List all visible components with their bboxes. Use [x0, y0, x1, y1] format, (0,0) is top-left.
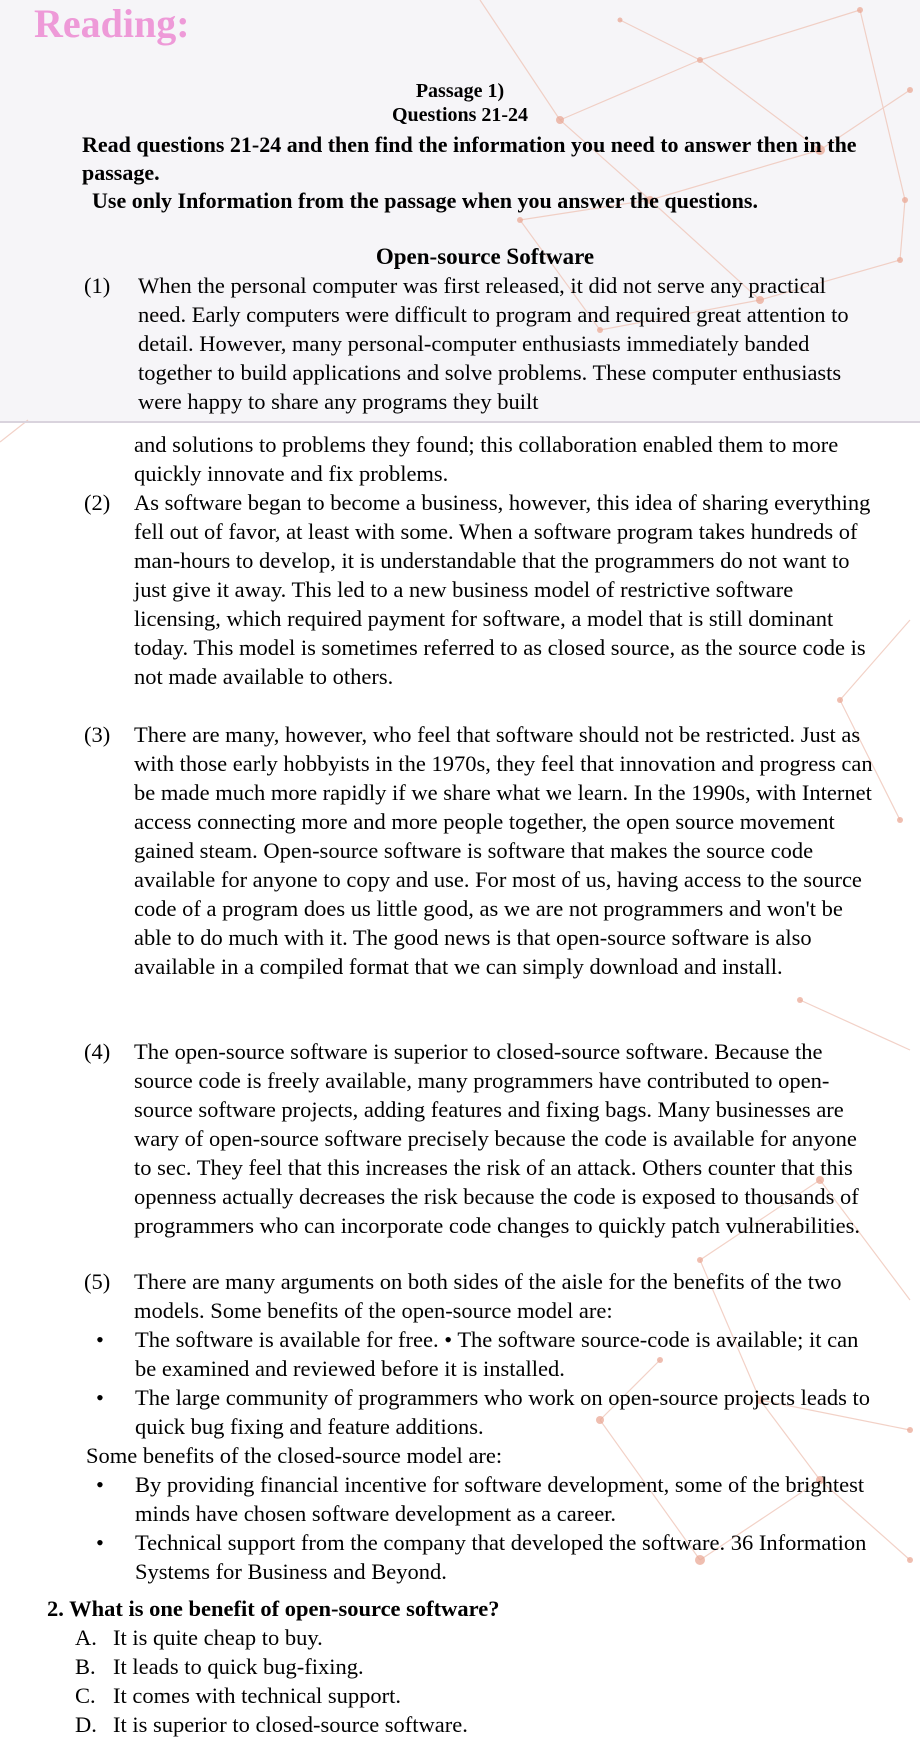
instructions — [82, 131, 882, 215]
paragraph-text: The open-source software is superior to closed-source software. Because the source code is freely available, many programmers have contributed to open-source software projects, adding features and fixing bags. Many businesses are wary of open-source software precisely because the code is available for anyone to sec. They feel that this increases the risk of an attack. Others counter that this openness actually decreases the risk because the code is exposed to thousands of programmers who can incorporate code changes to quickly patch vulnerabilities. — [134, 1039, 860, 1238]
paragraph-text: When the personal computer was first released, it did not serve any practical need. Early computers were difficult to program and required great attention to detail. However, many personal-computer enthusiasts immediately banded together to build applications and solve problems. These computer enthusiasts were happy to share any programs they built — [138, 273, 849, 414]
paragraph-number: (5) — [84, 1269, 111, 1294]
bullet-text: Technical support from the company that developed the software. 36 Information Systems for Business and Beyond. — [135, 1530, 867, 1584]
paragraph-1-continued — [80, 430, 870, 488]
article-title: Open-source Software — [375, 244, 595, 269]
closed-benefits-intro: Some benefits of the closed-source model are: — [86, 1443, 503, 1468]
bullet-text: The software is available for free. • The software source-code is available; it can be examined and reviewed before it is installed. — [135, 1327, 859, 1381]
paragraph-2 — [84, 488, 874, 691]
bullet-point: • — [96, 1327, 104, 1352]
reading-label: Reading: — [34, 1, 190, 46]
option-text: It is quite cheap to buy. — [113, 1625, 323, 1650]
paragraph-number: (1) — [84, 273, 111, 298]
question-range: Questions 21-24 — [391, 104, 529, 126]
instructions-line-2: Use only Information from the passage when you answer the questions. — [92, 188, 758, 213]
bullet-point: • — [96, 1385, 104, 1410]
option-text: It comes with technical support. — [113, 1683, 402, 1708]
option-letter: B. — [75, 1654, 96, 1679]
passage-number: Passage 1) — [415, 80, 505, 102]
question-text: 2. What is one benefit of open-source software? — [47, 1596, 500, 1621]
paragraph-number: (2) — [84, 490, 111, 515]
option-letter: A. — [75, 1625, 97, 1650]
open-benefit-2 — [86, 1383, 876, 1441]
bullet-text: The large community of programmers who work on open-source projects leads to quick bug fixing and feature additions. — [135, 1385, 871, 1439]
paragraph-text: As software began to become a business, however, this idea of sharing everything fell out of favor, at least with some. When a software program takes hundreds of man-hours to develop, it is understandable that the programmers do not want to just give it away. This led to a new business model of restrictive software licensing, which required payment for software, a model that is still dominant today. This model is sometimes referred to as closed source, as the source code is not made available to others. — [134, 490, 871, 689]
option-c[interactable] — [75, 1681, 401, 1710]
option-letter: D. — [75, 1712, 97, 1737]
option-a[interactable] — [75, 1623, 323, 1652]
paragraph-number: (3) — [84, 722, 111, 747]
bullet-point: • — [96, 1530, 104, 1555]
bullet-point: • — [96, 1472, 104, 1497]
page-divider — [0, 421, 920, 423]
option-text: It is superior to closed-source software. — [113, 1712, 468, 1737]
closed-benefit-1 — [86, 1470, 876, 1528]
open-benefit-1 — [86, 1325, 876, 1383]
closed-benefit-2 — [86, 1528, 876, 1586]
option-letter: C. — [75, 1683, 96, 1708]
paragraph-5 — [84, 1267, 874, 1325]
paragraph-text: There are many, however, who feel that software should not be restricted. Just as with those early hobbyists in the 1970s, they feel that innovation and progress can be made much more rapidly if we share what we learn. In the 1990s, with Internet access connecting more and more people together, the open source movement gained steam. Open-source software is software that makes the source code available for anyone to copy and use. For most of us, having access to the source code of a program does us little good, as we are not programmers and won't be able to do much with it. The good news is that open-source software is also available in a compiled format that we can simply download and install. — [134, 722, 873, 979]
option-b[interactable] — [75, 1652, 364, 1681]
paragraph-text: and solutions to problems they found; this collaboration enabled them to more quickly innovate and fix problems. — [134, 432, 839, 486]
instructions-line-1: Read questions 21-24 and then find the information you need to answer then in the passage. — [82, 132, 857, 185]
passage-heading — [0, 79, 920, 127]
paragraph-1 — [84, 271, 874, 416]
paragraph-number: (4) — [84, 1039, 111, 1064]
paragraph-4 — [84, 1037, 874, 1240]
paragraph-3 — [84, 720, 874, 981]
paragraph-text: There are many arguments on both sides of the aisle for the benefits of the two models. Some benefits of the open-source model are: — [134, 1269, 842, 1323]
option-text: It leads to quick bug-fixing. — [113, 1654, 364, 1679]
option-d[interactable] — [75, 1710, 468, 1739]
bullet-text: By providing financial incentive for software development, some of the brightest minds have chosen software development as a career. — [135, 1472, 865, 1526]
